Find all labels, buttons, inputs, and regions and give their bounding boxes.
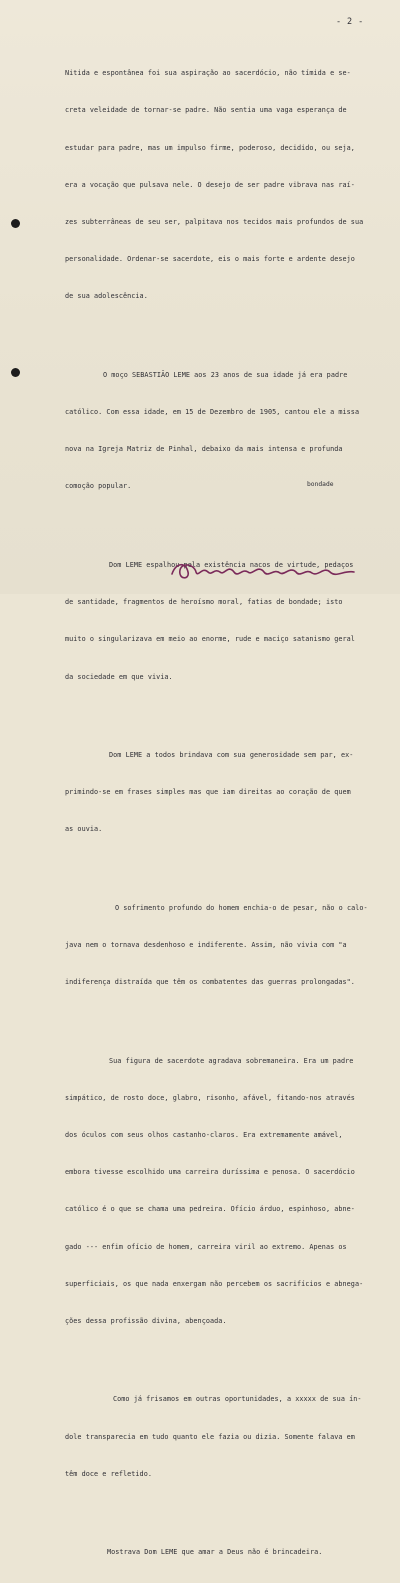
typewritten-body: [65, 30, 400, 1583]
punch-hole: [11, 219, 20, 228]
text-line: dos óculos com seus olhos castanho-claros. Era extremamente amável,: [65, 1130, 343, 1139]
text-line: ções dessa profissão divina, abençoada.: [65, 1317, 227, 1325]
text-line: de sua adolescência.: [65, 292, 148, 301]
text-line: Nitida e espontânea foi sua aspiração ao sacerdócio, não tímida e se-: [65, 69, 351, 78]
page-number: - 2 -: [336, 17, 364, 27]
text-line: da sociedade em que vivia.: [65, 672, 173, 681]
text-line: as ouvia.: [65, 825, 103, 834]
text-line: embora tivesse escolhido uma carreira duríssima e penosa. O sacerdócio: [65, 1168, 355, 1177]
text-line: simpático, de rosto doce, glabro, risonho, afável, fitando-nos através: [65, 1093, 355, 1102]
text-line: Mostrava Dom LEME que amar a Deus não é brincadeira.: [107, 1548, 323, 1557]
text-line: java nem o tornava desdenhoso e indiferente. Assim, não vivia com "a: [65, 940, 347, 949]
text-line: comoção popular.: [65, 482, 132, 491]
text-line: O sofrimento profundo do homem enchia-o de pesar, não o calo-: [115, 903, 368, 912]
text-line: O moço SEBASTIÃO LEME aos 23 anos de sua idade já era padre: [103, 370, 348, 379]
text-line: católico. Com essa idade, em 15 de Dezembro de 1905, cantou ele a missa: [65, 408, 360, 417]
signature-scribble: [168, 558, 358, 582]
text-line: Sua figura de sacerdote agradava sobremaneira. Era um padre: [109, 1056, 354, 1065]
handwritten-insert: bondade: [307, 481, 334, 488]
text-line: de santidade, fragmentos de heroísmo moral, fatias de bondade; isto: [65, 598, 343, 607]
text-line: nova na Igreja Matriz de Pinhal, debaixo da mais intensa e profunda: [65, 445, 343, 454]
text-line: personalidade. Ordenar-se sacerdote, eis o mais forte e ardente desejo: [65, 255, 355, 264]
text-line: primindo-se em frases simples mas que iam direitas ao coração de quem: [65, 788, 351, 797]
text-line: indiferença distraída que têm os combatentes das guerras prolongadas".: [65, 978, 355, 987]
text-line: têm doce e refletido.: [65, 1469, 152, 1478]
text-line: muito o singularizava em meio ao enorme, rude e maciço satanismo geral: [65, 635, 355, 644]
text-line: Dom LEME a todos brindava com sua generosidade sem par, ex-: [109, 750, 354, 759]
text-line: Como já frisamos em outras oportunidades, a xxxxx de sua ín-: [113, 1395, 362, 1404]
text-line: zes subterrâneas de seu ser, palpitava nos tecidos mais profundos de sua: [65, 218, 364, 227]
punch-hole: [11, 368, 20, 377]
text-line: Dom LEME espalhou pela existência nacos de virtude, pedaços: [109, 560, 354, 569]
text-line: creta veleidade de tornar-se padre. Não sentia uma vaga esperança de: [65, 106, 347, 115]
text-line: católico é o que se chama uma pedreira. Ofício árduo, espinhoso, abne-: [65, 1205, 355, 1214]
text-line: dole transparecia em tudo quanto ele fazia ou dizia. Somente falava em: [65, 1432, 355, 1441]
text-line: estudar para padre, mas um impulso firme, poderoso, decidido, ou seja,: [65, 143, 355, 152]
text-line: superficiais, os que nada enxergam não percebem os sacrifícios e abnega-: [65, 1279, 364, 1288]
text-line: gado --- enfim ofício de homem, carreira viril ao extremo. Apenas os: [65, 1242, 347, 1251]
text-line: era a vocação que pulsava nele. O desejo de ser padre vibrava nas raí-: [65, 180, 355, 189]
